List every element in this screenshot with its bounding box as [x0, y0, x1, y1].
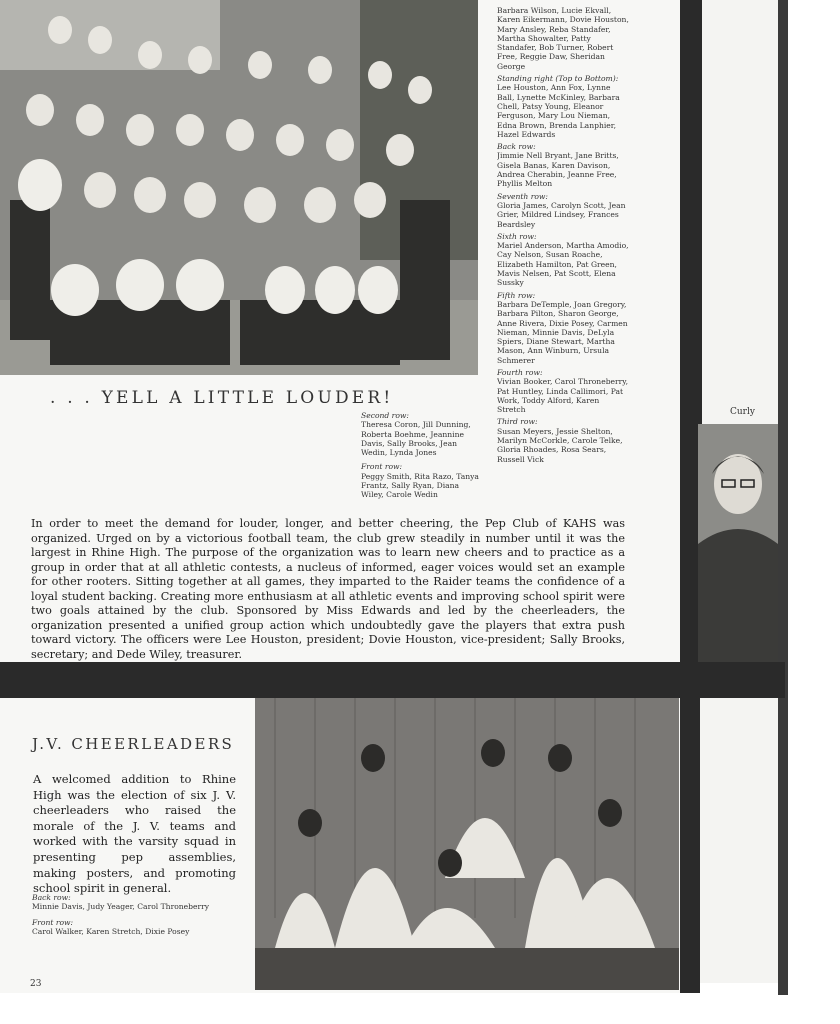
- bottom-gutter: [680, 698, 700, 993]
- names-group-1: [497, 74, 629, 139]
- jv-section-title: J.V. CHEERLEADERS: [32, 735, 235, 753]
- names-heading: Sixth row:: [497, 231, 537, 241]
- names-group-6: [497, 368, 629, 414]
- bottom-adjacent-page: [700, 698, 778, 983]
- jv-front-row: [32, 918, 242, 937]
- jv-back-row: [32, 893, 242, 912]
- names-right-column: [497, 6, 629, 500]
- pep-club-group-photo: [0, 0, 478, 375]
- names-group-second-row: [361, 411, 483, 457]
- jv-front-text: Carol Walker, Karen Stretch, Dixie Posey: [32, 926, 190, 936]
- names-heading: Fifth row:: [497, 290, 536, 300]
- names-mid-column: [361, 411, 483, 501]
- jv-names: [32, 893, 242, 936]
- names-heading: Standing right (Top to Bottom):: [497, 74, 619, 84]
- names-text: Lee Houston, Ann Fox, Lynne Ball, Lynette McKinley, Barbara Chell, Patsy Young, Eleanor Ferguson, Mary Lou Nieman, Edna Brown, Brenda Lanphier, Hazel Edwards: [497, 83, 620, 139]
- pep-club-paragraph: In order to meet the demand for louder, longer, and better cheering, the Pep Club of KAHS was organized. Urged on by a victorious football team, the club grew steadily in number until it was the largest in Rhine High. The purpose of the organization was to learn new cheers and to practice as a group in order that at all athletic contests, a nucleus of informed, eager voices would set an example for other rooters. Sitting together at all games, they imparted to the Raider teams the confidence of a loyal student backing. Creating more enthusiasm at all athletic events and improving school spirit were two goals attained by the club. Sponsored by Miss Edwards and led by the cheerleaders, the organization presented a unified group action which undoubtedly gave the players that extra push toward victory. The officers were Lee Houston, president; Dovie Houston, vice-president; Sally Brooks, secretary; and Dede Wiley, treasurer.: [31, 517, 625, 661]
- names-text: Theresa Coron, Jill Dunning, Roberta Boehme, Jeannine Davis, Sally Brooks, Jean Wedin, Lynda Jones: [361, 420, 471, 458]
- names-group-5: [497, 291, 629, 365]
- portrait-caption: Curly: [730, 407, 755, 417]
- names-group-2: [497, 142, 629, 188]
- jv-front-heading: Front row:: [32, 917, 74, 927]
- names-group-front-row: [361, 462, 483, 499]
- names-heading: Seventh row:: [497, 191, 548, 201]
- names-text: Peggy Smith, Rita Razo, Tanya Frantz, Sally Ryan, Diana Wiley, Carole Wedin: [361, 471, 479, 500]
- page-number: 23: [30, 979, 42, 989]
- jv-back-text: Minnie Davis, Judy Yeager, Carol Throneberry: [32, 902, 210, 912]
- page-divider-band: [0, 662, 785, 698]
- names-text: Barbara DeTemple, Joan Gregory, Barbara Pilton, Sharon George, Anne Rivera, Dixie Posey, Carmen Nieman, Minnie Davis, DeLyla Spiers, Diane Stewart, Martha Mason, Ann Winburn, Ursula Schmerer: [497, 299, 628, 365]
- jv-paragraph: A welcomed addition to Rhine High was the election of six J. V. cheerleaders who raised the morale of the J. V. teams and worked with the varsity squad in presenting pep assemblies, making posters, and promoting school spirit in general.: [33, 772, 236, 896]
- names-heading: Front row:: [361, 462, 403, 472]
- names-text: Vivian Booker, Carol Throneberry, Pat Huntley, Linda Callimori, Pat Work, Toddy Alford, Karen Stretch: [497, 377, 629, 415]
- names-heading: Back row:: [497, 142, 536, 152]
- jv-back-heading: Back row:: [32, 893, 71, 902]
- names-text: Susan Meyers, Jessie Shelton, Marilyn McCorkle, Carole Telke, Gloria Rhoades, Rosa Sears, Russell Vick: [497, 426, 623, 464]
- names-group-7: [497, 417, 629, 463]
- names-text: Barbara Wilson, Lucie Ekvall, Karen Eikermann, Dovie Houston, Mary Ansley, Reba Standafer, Martha Showalter, Patty Standafer, Bob Turner, Robert Free, Reggie Daw, Sheridan George: [497, 6, 629, 71]
- names-heading: Fourth row:: [497, 367, 543, 377]
- names-group-4: [497, 232, 629, 288]
- names-heading: Third row:: [497, 417, 538, 427]
- names-heading: Second row:: [361, 411, 409, 420]
- names-text: Mariel Anderson, Martha Amodio, Cay Nelson, Susan Roache, Elizabeth Hamilton, Pat Green, Mavis Nelsen, Pat Scott, Elena Sussky: [497, 241, 629, 288]
- names-group-3: [497, 192, 629, 229]
- jv-cheerleaders-photo: [255, 698, 679, 990]
- names-text: Jimmie Nell Bryant, Jane Britts, Gisela Banas, Karen Davison, Andrea Cherabin, Jeanne Free, Phyllis Melton: [497, 151, 619, 189]
- page-edge: [778, 0, 788, 995]
- names-text: Gloria James, Carolyn Scott, Jean Grier, Mildred Lindsey, Frances Beardsley: [497, 200, 626, 229]
- names-group-0: [497, 6, 629, 71]
- portrait-photo: [698, 424, 778, 662]
- page-headline: . . . YELL A LITTLE LOUDER!: [50, 388, 394, 408]
